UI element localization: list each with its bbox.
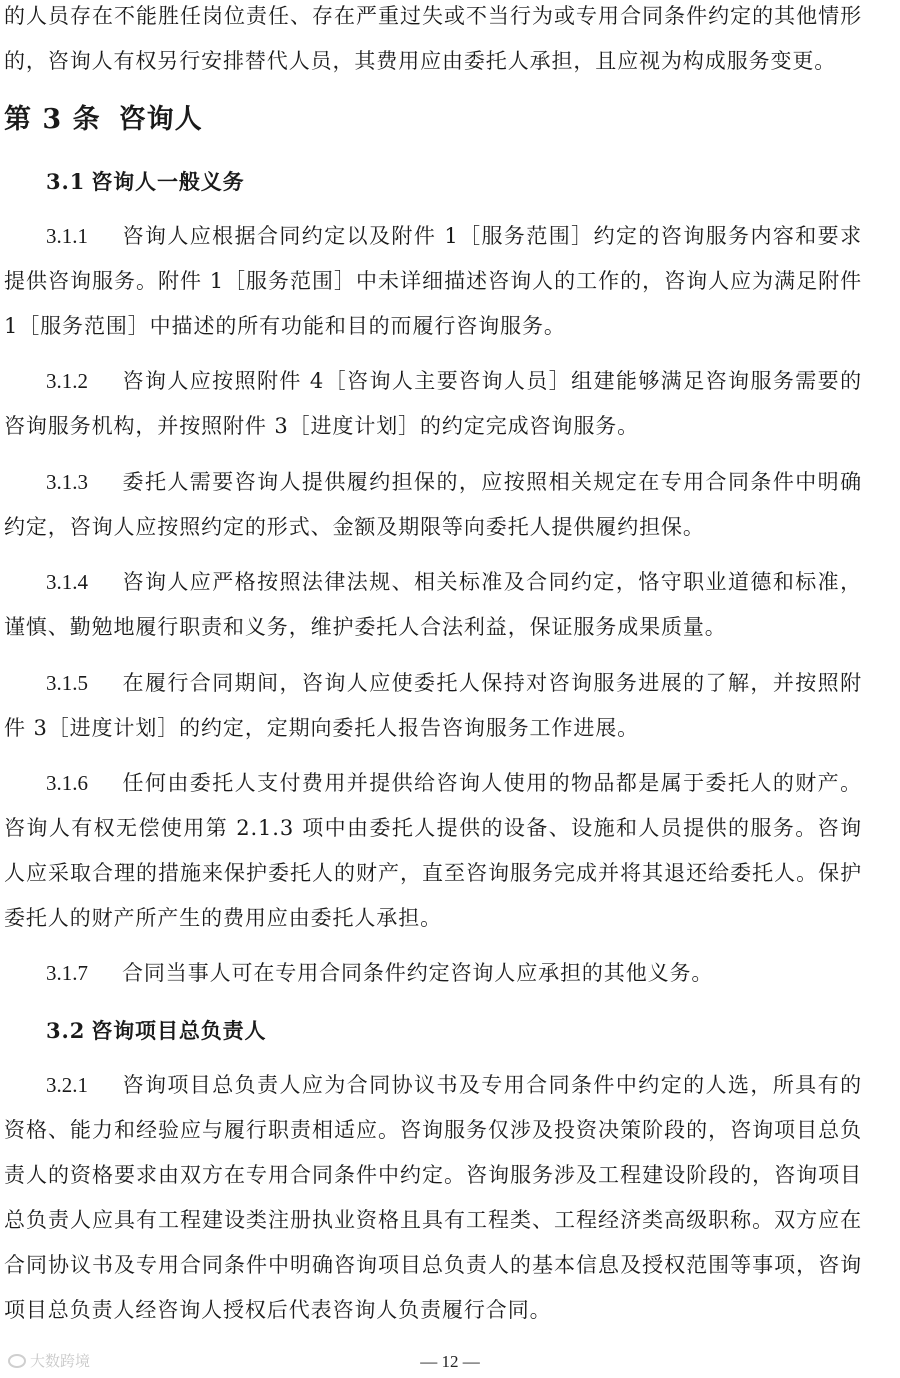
clause-text: 咨询项目总负责人应为合同协议书及专用合同条件中约定的人选，所具有的资格、能力和经验应与履行职责相适应。咨询服务仅涉及投资决策阶段的，咨询项目总负责人的资格要求由双方在专用合同条件中约定。咨询服务涉及工程建设阶段的，咨询项目总负责人应具有工程建设类注册执业资格且具有工程类、工程经济类高级职称。双方应在合同协议书及专用合同条件中明确咨询项目总负责人的基本信息及授权范围等事项，咨询项目总负责人经咨询人授权后代表咨询人负责履行合同。 xyxy=(4,1073,862,1322)
section-heading-3-1 xyxy=(46,166,245,196)
clause-3-2-1 xyxy=(4,1063,862,1333)
clause-number: 3.1.4 xyxy=(46,570,88,594)
chapter-title: 咨询人 xyxy=(118,104,203,135)
clause-text: 在履行合同期间，咨询人应使委托人保持对咨询服务进展的了解，并按照附件 3［进度计划］的约定，定期向委托人报告咨询服务工作进展。 xyxy=(4,671,862,740)
clause-3-1-5 xyxy=(4,661,862,751)
clause-number: 3.1.6 xyxy=(46,771,88,795)
chapter-number: 第 3 条 xyxy=(4,104,101,135)
clause-text: 咨询人应按照附件 4［咨询人主要咨询人员］组建能够满足咨询服务需要的咨询服务机构，并按照附件 3［进度计划］的约定完成咨询服务。 xyxy=(4,369,862,438)
section-heading-3-2 xyxy=(46,1015,266,1045)
section-title: 咨询项目总负责人 xyxy=(91,1018,267,1043)
clause-number: 3.1.1 xyxy=(46,224,88,248)
section-number: 3.1 xyxy=(46,169,86,194)
clause-text: 任何由委托人支付费用并提供给咨询人使用的物品都是属于委托人的财产。咨询人有权无偿使用第 2.1.3 项中由委托人提供的设备、设施和人员提供的服务。咨询人应采取合理的措施来保护委托人的财产，直至咨询服务完成并将其退还给委托人。保护委托人的财产所产生的费用应由委托人承担。 xyxy=(4,771,862,930)
clause-number: 3.1.5 xyxy=(46,671,88,695)
clause-text: 合同当事人可在专用合同条件约定咨询人应承担的其他义务。 xyxy=(122,961,714,985)
clause-3-1-4 xyxy=(4,560,862,650)
clause-3-1-6 xyxy=(4,761,862,941)
clause-text: 委托人需要咨询人提供履约担保的，应按照相关规定在专用合同条件中明确约定，咨询人应按照约定的形式、金额及期限等向委托人提供履约担保。 xyxy=(4,470,862,539)
clause-text: 咨询人应严格按照法律法规、相关标准及合同约定，恪守职业道德和标准，谨慎、勤勉地履行职责和义务，维护委托人合法利益，保证服务成果质量。 xyxy=(4,570,862,639)
section-title: 咨询人一般义务 xyxy=(91,169,245,194)
clause-number: 3.2.1 xyxy=(46,1073,88,1097)
section-number: 3.2 xyxy=(46,1018,86,1043)
clause-number: 3.1.7 xyxy=(46,961,88,985)
clause-3-1-2 xyxy=(4,359,862,449)
top-fragment-paragraph: 的人员存在不能胜任岗位责任、存在严重过失或不当行为或专用合同条件约定的其他情形的，咨询人有权另行安排替代人员，其费用应由委托人承担，且应视为构成服务变更。 xyxy=(4,4,862,73)
clause-number: 3.1.2 xyxy=(46,369,88,393)
clause-3-1-1 xyxy=(4,214,862,349)
chapter-heading xyxy=(4,97,203,136)
clause-3-1-7 xyxy=(4,951,862,996)
clause-text: 咨询人应根据合同约定以及附件 1［服务范围］约定的咨询服务内容和要求提供咨询服务。附件 1［服务范围］中未详细描述咨询人的工作的，咨询人应为满足附件 1［服务范围］中描述的所有功能和目的而履行咨询服务。 xyxy=(4,224,862,338)
page-number: — 12 — xyxy=(420,1352,480,1371)
clause-3-1-3 xyxy=(4,460,862,550)
clause-number: 3.1.3 xyxy=(46,470,88,494)
watermark-text: 大数跨境 xyxy=(30,1352,91,1370)
